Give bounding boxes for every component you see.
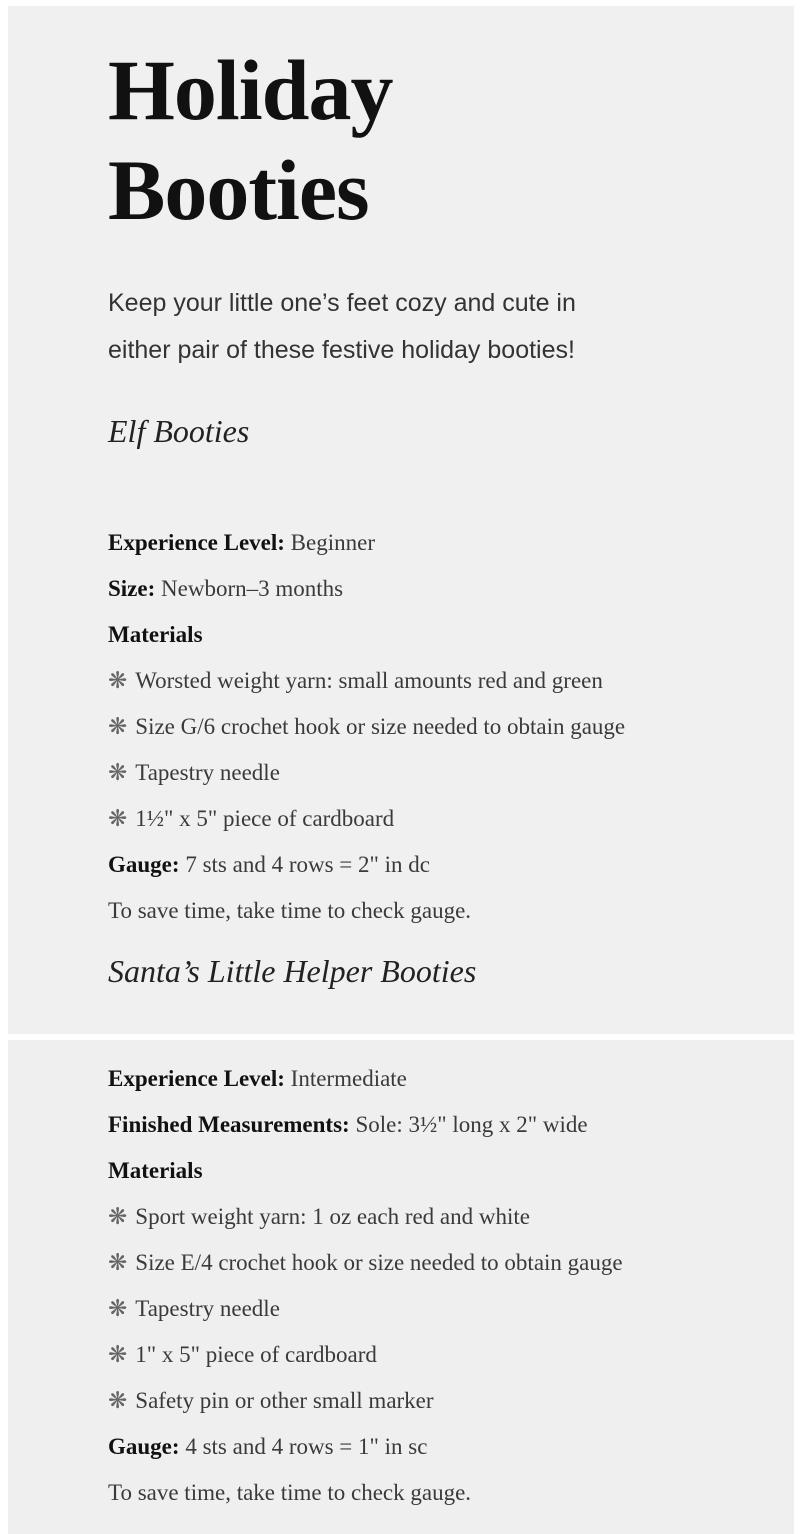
santa-experience-value: Intermediate (290, 1066, 407, 1091)
elf-size-value: Newborn–3 months (161, 576, 344, 601)
santa-measurements-label: Finished Measurements: (108, 1112, 350, 1137)
list-item: ❋ Tapestry needle (108, 1296, 280, 1321)
santa-gauge-note: To save time, take time to check gauge. (108, 1480, 472, 1505)
list-item: ❋ Size E/4 crochet hook or size needed to obtain gauge (108, 1250, 623, 1275)
asterisk-bullet-icon: ❋ (108, 1204, 128, 1229)
list-item: ❋ 1" x 5" piece of cardboard (108, 1342, 377, 1367)
elf-experience-value: Beginner (290, 530, 375, 555)
santa-materials-list (108, 1194, 788, 1424)
elf-size (108, 566, 788, 612)
santa-experience (108, 1056, 788, 1102)
asterisk-bullet-icon: ❋ (108, 1342, 128, 1367)
list-item: ❋ Tapestry needle (108, 760, 280, 785)
list-item: ❋ Safety pin or other small marker (108, 1388, 434, 1413)
elf-specs (108, 520, 788, 934)
elf-experience-label: Experience Level: (108, 530, 285, 555)
asterisk-bullet-icon: ❋ (108, 668, 128, 693)
elf-materials-list (108, 658, 788, 842)
list-item: ❋ Sport weight yarn: 1 oz each red and white (108, 1204, 530, 1229)
title-line-1: Holiday (108, 42, 393, 138)
santa-gauge-label: Gauge: (108, 1434, 180, 1459)
asterisk-bullet-icon: ❋ (108, 714, 128, 739)
elf-gauge-value: 7 sts and 4 rows = 2" in dc (185, 852, 430, 877)
asterisk-bullet-icon: ❋ (108, 1388, 128, 1413)
santa-gauge (108, 1424, 788, 1470)
page-title (108, 40, 393, 240)
asterisk-bullet-icon: ❋ (108, 760, 128, 785)
intro-line-2: either pair of these festive holiday booties! (108, 336, 575, 364)
elf-heading: Elf Booties (108, 413, 250, 449)
elf-gauge (108, 842, 788, 888)
santa-measurements-value: Sole: 3½" long x 2" wide (355, 1112, 588, 1137)
list-item: ❋ Size G/6 crochet hook or size needed to obtain gauge (108, 714, 626, 739)
list-item: ❋ 1½" x 5" piece of cardboard (108, 806, 395, 831)
santa-gauge-value: 4 sts and 4 rows = 1" in sc (185, 1434, 428, 1459)
elf-experience (108, 520, 788, 566)
elf-size-label: Size: (108, 576, 156, 601)
elf-gauge-note: To save time, take time to check gauge. (108, 898, 472, 923)
elf-materials-heading: Materials (108, 622, 203, 647)
asterisk-bullet-icon: ❋ (108, 806, 128, 831)
asterisk-bullet-icon: ❋ (108, 1250, 128, 1275)
list-item: ❋ Worsted weight yarn: small amounts red and green (108, 668, 603, 693)
intro-line-1: Keep your little one’s feet cozy and cute in (108, 289, 576, 317)
asterisk-bullet-icon: ❋ (108, 1296, 128, 1321)
intro-text (108, 280, 758, 374)
elf-gauge-label: Gauge: (108, 852, 180, 877)
title-line-2: Booties (108, 142, 369, 238)
santa-heading: Santa’s Little Helper Booties (108, 953, 477, 989)
santa-measurements (108, 1102, 788, 1148)
santa-materials-heading: Materials (108, 1158, 203, 1183)
santa-specs (108, 1056, 788, 1516)
santa-experience-label: Experience Level: (108, 1066, 285, 1091)
